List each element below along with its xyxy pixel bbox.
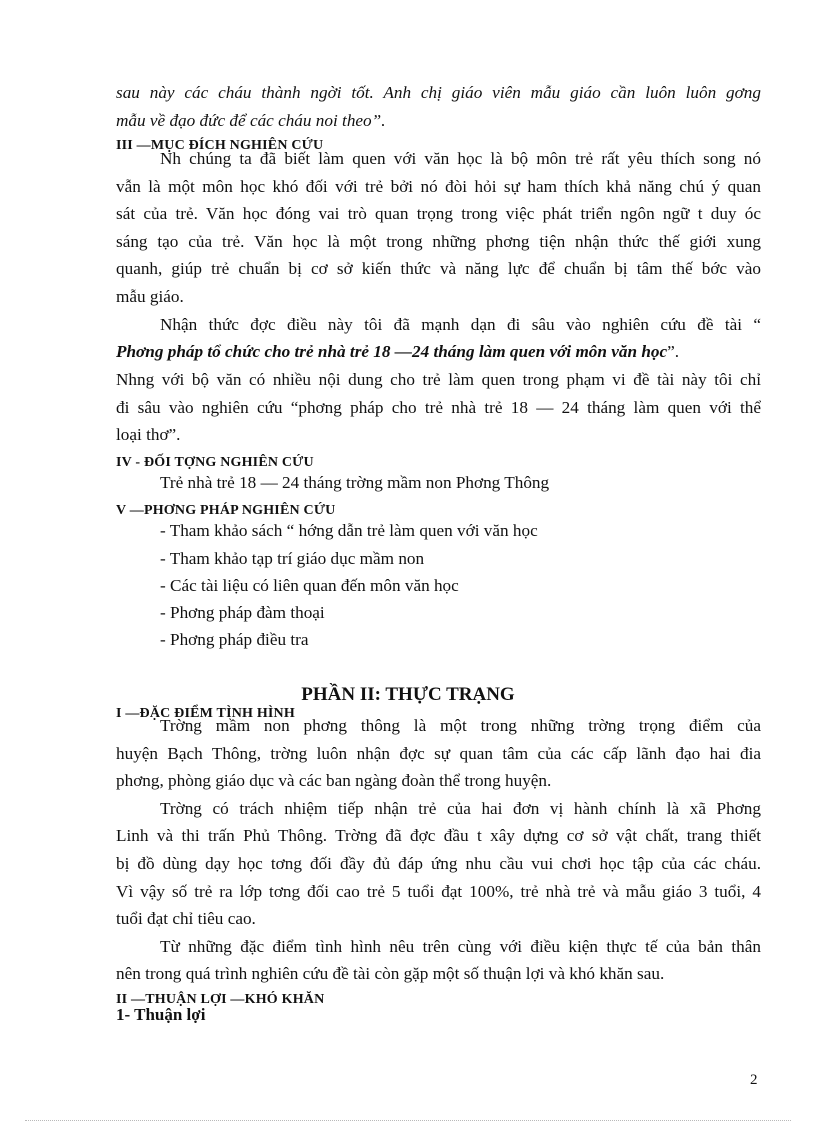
paragraph-line: Nh chúng ta đã biết làm quen với văn học là bộ môn trẻ rất yêu thích song nó [160, 149, 761, 168]
list-item: - Phơng pháp đàm thoại [160, 603, 325, 622]
part-title: PHẦN II: THỰC TRẠNG [301, 684, 515, 705]
intro-line: mẫu về đạo đức để các cháu noi theo”. [116, 111, 386, 130]
paragraph-line: nên trong quá trình nghiên cứu đề tài còn gặp một số thuận lợi và khó khăn sau. [116, 964, 665, 983]
section-heading: III —MỤC ĐÍCH NGHIÊN CỨU [116, 138, 324, 153]
page-bottom-rule [25, 1120, 791, 1121]
closing-quote: ”. [667, 342, 680, 361]
paragraph-line [116, 341, 679, 363]
paragraph-line: Trờng mầm non phơng thông là một trong những trờng trọng điểm của [160, 716, 761, 735]
paragraph-line: Trờng có trách nhiệm tiếp nhận trẻ của hai đơn vị hành chính là xã Phơng [160, 799, 761, 818]
paragraph-line: phơng, phòng giáo dục và các ban ngàng đoàn thể trong huyện. [116, 771, 552, 790]
list-item: - Phơng pháp điều tra [160, 630, 309, 649]
section-heading: V —PHƠNG PHÁP NGHIÊN CỨU [116, 503, 336, 518]
paragraph-line: Từ những đặc điểm tình hình nêu trên cùng với điều kiện thực tế của bản thân [160, 937, 761, 956]
paragraph-line: vẫn là một môn học khó đối với trẻ bởi nó đòi hỏi sự ham thích khả năng chú ý quan [116, 177, 761, 196]
paragraph-line: đi sâu vào nghiên cứu “phơng pháp cho trẻ nhà trẻ 18 — 24 tháng làm quen với thể [116, 398, 761, 417]
paragraph-line: mẫu giáo. [116, 287, 184, 306]
paragraph-line: sát của trẻ. Văn học đóng vai trò quan trọng trong việc phát triển ngôn ngữ t duy óc [116, 204, 761, 223]
paragraph-line: Vì vậy số trẻ ra lớp tơng đối cao trẻ 5 tuổi đạt 100%, trẻ nhà trẻ và mẫu giáo 3 tuổi, 4 [116, 882, 761, 901]
paragraph-line: quanh, giúp trẻ chuẩn bị cơ sở kiến thức và năng lực để chuẩn bị tâm thế bớc vào [116, 259, 761, 278]
subsection-heading: 1- Thuận lợi [116, 1005, 206, 1024]
section-heading: I —ĐẶC ĐIỂM TÌNH HÌNH [116, 706, 295, 721]
paragraph-line: bị đồ dùng dạy học tơng đối đầy đủ đáp ứng nhu cầu vui chơi học tập của các cháu. [116, 854, 761, 873]
page-number: 2 [750, 1072, 758, 1088]
paragraph-line: huyện Bạch Thông, trờng luôn nhận đợc sự quan tâm của các cấp lãnh đạo hai đia [116, 744, 761, 763]
section-heading: II —THUẬN LỢI —KHÓ KHĂN [116, 992, 325, 1007]
section-heading: IV - ĐỐI TỢNG NGHIÊN CỨU [116, 455, 314, 470]
list-item: - Tham khảo tạp trí giáo dục mầm non [160, 549, 425, 568]
paragraph-line: Nhận thức đợc điều này tôi đã mạnh dạn đi sâu vào nghiên cứu đề tài “ [160, 315, 761, 334]
paragraph-line: Linh và thi trấn Phủ Thông. Trờng đã đợc đầu t xây dựng cơ sở vật chất, trang thiết [116, 826, 761, 845]
paragraph-line: loại thơ”. [116, 425, 181, 444]
list-item: - Tham khảo sách “ hớng dẫn trẻ làm quen với văn học [160, 521, 538, 540]
thesis-title: Phơng pháp tổ chức cho trẻ nhà trẻ 18 —24 tháng làm quen với môn văn học [116, 342, 668, 361]
paragraph-line: Nhng với bộ văn có nhiều nội dung cho trẻ làm quen trong phạm vi đề tài này tôi chỉ [116, 370, 761, 389]
paragraph-line: sáng tạo của trẻ. Văn học là một trong những phơng tiện nhận thức thế giới xung [116, 232, 761, 251]
list-item: - Các tài liệu có liên quan đến môn văn học [160, 576, 459, 595]
paragraph-line: Trẻ nhà trẻ 18 — 24 tháng trờng mầm non Phơng Thông [160, 473, 550, 492]
intro-line: sau này các cháu thành ngời tốt. Anh chị giáo viên mẫu giáo cần luôn luôn gơng [116, 83, 761, 102]
paragraph-line: tuổi đạt chỉ tiêu cao. [116, 909, 256, 928]
